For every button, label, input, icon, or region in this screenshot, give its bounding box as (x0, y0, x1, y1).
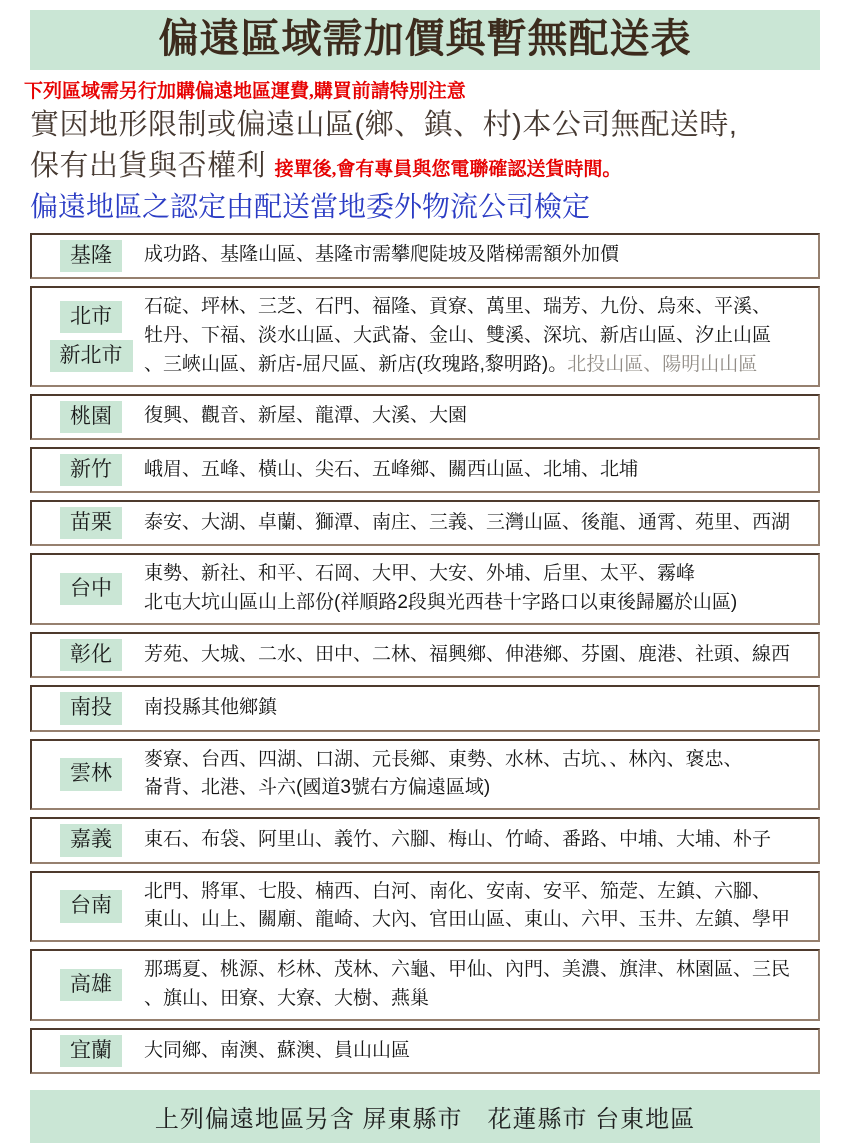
page-title: 偏遠區域需加價與暫無配送表 (158, 17, 692, 61)
region-label-group (38, 240, 144, 272)
region-label-group (38, 758, 144, 790)
table-row (30, 447, 820, 493)
region-label-group (38, 301, 144, 373)
area-text: 復興、觀音、新屋、龍潭、大溪、大園 (144, 405, 468, 427)
area-line (144, 985, 812, 1014)
region-label: 北市 (60, 301, 122, 333)
region-label: 宜蘭 (60, 1035, 122, 1067)
table-row (30, 394, 820, 440)
region-label-group (38, 824, 144, 856)
region-label: 台南 (60, 890, 122, 922)
region-label: 雲林 (60, 758, 122, 790)
area-line (144, 402, 812, 431)
area-line (144, 241, 812, 270)
area-line (144, 774, 812, 803)
region-areas (144, 509, 812, 538)
region-label-group (38, 1035, 144, 1067)
table-row (30, 500, 820, 546)
table-row (30, 553, 820, 625)
region-label: 新竹 (60, 454, 122, 486)
region-areas (144, 956, 812, 1014)
region-areas (144, 293, 812, 380)
region-label: 新北市 (50, 340, 133, 372)
title-bar (30, 10, 820, 70)
area-text: 、旗山、田寮、大寮、大樹、燕巢 (144, 988, 430, 1010)
notice-line-2-text: 保有出貨與否權利 (30, 150, 267, 183)
area-line (144, 826, 812, 855)
area-line (144, 878, 812, 907)
area-line (144, 293, 812, 322)
area-text: 那瑪夏、桃源、杉林、茂林、六龜、甲仙、內門、美濃、旗津、林園區、三民 (144, 959, 791, 981)
region-areas (144, 402, 812, 431)
area-line (144, 456, 812, 485)
area-text: 芳苑、大城、二水、田中、二林、福興鄉、伸港鄉、芬園、鹿港、社頭、線西 (144, 643, 791, 665)
region-label: 桃園 (60, 401, 122, 433)
table-row (30, 817, 820, 863)
area-line (144, 589, 812, 618)
region-label: 高雄 (60, 969, 122, 1001)
region-label-group (38, 573, 144, 605)
area-line (144, 1037, 812, 1066)
region-label-group (38, 507, 144, 539)
area-text: 東石、布袋、阿里山、義竹、六腳、梅山、竹崎、番路、中埔、大埔、朴子 (144, 829, 772, 851)
area-text: 南投縣其他鄉鎮 (144, 697, 278, 719)
region-label-group (38, 890, 144, 922)
table-row (30, 233, 820, 279)
area-line (144, 560, 812, 589)
table-row (30, 871, 820, 943)
area-text: 崙背、北港、斗六(國道3號右方偏遠區域) (144, 777, 491, 799)
red-warning-note: 下列區域需另行加購偏遠地區運費,購買前請特別注意 (24, 81, 466, 102)
blue-notice: 偏遠地區之認定由配送當地委外物流公司檢定 (30, 191, 591, 223)
region-areas (144, 746, 812, 804)
region-label: 嘉義 (60, 824, 122, 856)
notice-line-2-red-text: 接單後,會有專員與您電聯確認送貨時間。 (274, 159, 622, 181)
area-line (144, 322, 812, 351)
area-text: 泰安、大湖、卓蘭、獅潭、南庄、三義、三灣山區、後龍、通霄、苑里、西湖 (144, 511, 791, 533)
area-text: 牡丹、下福、淡水山區、大武崙、金山、雙溪、深坑、新店山區、汐止山區 (144, 324, 772, 346)
region-label: 南投 (60, 692, 122, 724)
area-text-muted: 北投山區、陽明山山區 (567, 353, 758, 375)
region-areas (144, 694, 812, 723)
area-text: 石碇、坪林、三芝、石門、福隆、貢寮、萬里、瑞芳、九份、烏來、平溪、 (144, 295, 772, 317)
footer-text: 上列偏遠地區另含 屏東縣市 花蓮縣市 台東地區 (154, 1106, 696, 1134)
area-text: 、三峽山區、新店-屈尺區、新店(玫瑰路,黎明路)。 (144, 353, 568, 375)
region-areas (144, 456, 812, 485)
table-row (30, 1028, 820, 1074)
area-text: 大同鄉、南澳、蘇澳、員山山區 (144, 1039, 411, 1061)
area-text: 麥寮、台西、四湖、口湖、元長鄉、東勢、水林、古坑、、林內、褒忠、 (144, 748, 743, 770)
region-areas (144, 241, 812, 270)
region-areas (144, 1037, 812, 1066)
area-text: 峨眉、五峰、橫山、尖石、五峰鄉、關西山區、北埔、北埔 (144, 458, 639, 480)
table-row (30, 632, 820, 678)
table-row (30, 739, 820, 811)
region-label-group (38, 692, 144, 724)
region-label: 苗栗 (60, 507, 122, 539)
table-row (30, 949, 820, 1021)
area-line (144, 956, 812, 985)
area-text: 北屯大坑山區山上部份(祥順路2段與光西巷十字路口以東後歸屬於山區) (144, 592, 738, 614)
footer-bar (30, 1090, 820, 1143)
area-line (144, 509, 812, 538)
region-areas (144, 826, 812, 855)
region-label: 彰化 (60, 639, 122, 671)
table-row (30, 286, 820, 387)
region-areas (144, 878, 812, 936)
region-areas (144, 641, 812, 670)
area-line (144, 694, 812, 723)
area-text: 東勢、新社、和平、石岡、大甲、大安、外埔、后里、太平、霧峰 (144, 563, 696, 585)
region-label-group (38, 639, 144, 671)
area-line (144, 351, 812, 380)
notice-line-2 (30, 146, 820, 187)
region-table (30, 233, 820, 1075)
region-label: 台中 (60, 573, 122, 605)
area-text: 成功路、基隆山區、基隆市需攀爬陡坡及階梯需額外加價 (144, 244, 620, 266)
region-label-group (38, 401, 144, 433)
region-areas (144, 560, 812, 618)
region-label-group (38, 454, 144, 486)
table-row (30, 685, 820, 731)
area-line (144, 641, 812, 670)
region-label: 基隆 (60, 240, 122, 272)
area-line (144, 746, 812, 775)
area-line (144, 906, 812, 935)
notice-line-1: 實因地形限制或偏遠山區(鄉、鎮、村)本公司無配送時, (30, 109, 738, 141)
area-text: 東山、山上、關廟、龍崎、大內、官田山區、東山、六甲、玉井、左鎮、學甲 (144, 909, 791, 931)
region-label-group (38, 969, 144, 1001)
area-text: 北門、將軍、七股、楠西、白河、南化、安南、安平、笳萣、左鎮、六腳、 (144, 880, 772, 902)
